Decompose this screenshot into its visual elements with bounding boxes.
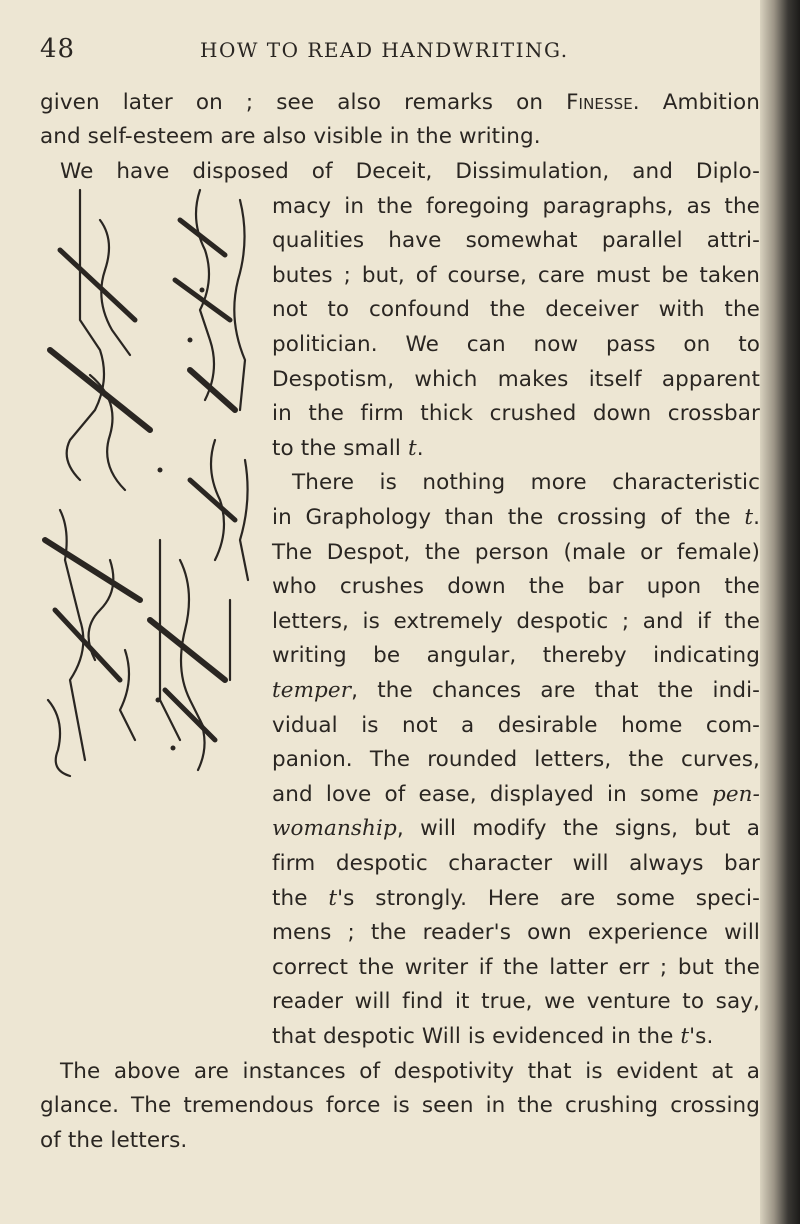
text-line: firm despotic character will always bar — [272, 851, 760, 876]
text-line: temper, the chances are that the indi- — [272, 678, 760, 703]
text-line: We have disposed of Deceit, Dissimulation, and Diplo- — [60, 159, 760, 184]
text-line: of the letters. — [40, 1128, 188, 1153]
text-line: that despotic Will is evidenced in the t's. — [272, 1024, 714, 1049]
text-line: butes ; but, of course, care must be taken — [272, 263, 760, 288]
specimen-2 — [150, 190, 248, 770]
text-line: vidual is not a desirable home com- — [272, 713, 760, 738]
text-line: The Despot, the person (male or female) — [272, 540, 760, 565]
page-header — [40, 34, 760, 74]
text-line: glance. The tremendous force is seen in the crushing crossing — [40, 1093, 760, 1118]
text-line: womanship, will modify the signs, but a — [272, 816, 760, 841]
text-line: panion. The rounded letters, the curves, — [272, 747, 760, 772]
text-line: in the firm thick crushed down crossbar — [272, 401, 760, 426]
text-line: politician. We can now pass on to — [272, 332, 760, 357]
text-line: the t's strongly. Here are some speci- — [272, 886, 760, 911]
text-line: and self-esteem are also visible in the writing. — [40, 124, 541, 149]
specimen-1 — [45, 190, 150, 776]
handwriting-specimens-illustration — [40, 180, 262, 780]
text-line: who crushes down the bar upon the — [272, 574, 760, 599]
text-line: qualities have somewhat parallel attri- — [272, 228, 760, 253]
text-line: to the small t. — [272, 436, 424, 461]
text-line: There is nothing more characteristic — [292, 470, 760, 495]
specimen-drawing — [40, 180, 262, 780]
text-line: and love of ease, displayed in some pen- — [272, 782, 760, 807]
text-line: reader will find it true, we venture to say, — [272, 989, 760, 1014]
text-line: letters, is extremely despotic ; and if the — [272, 609, 760, 634]
text-line: given later on ; see also remarks on Finesse. Ambition — [40, 90, 761, 115]
book-spine-edge — [760, 0, 800, 1224]
text-line: The above are instances of despotivity that is evident at a — [60, 1059, 760, 1084]
page-number: 48 — [40, 34, 76, 64]
text-line: in Graphology than the crossing of the t. — [272, 505, 760, 530]
text-line: macy in the foregoing paragraphs, as the — [272, 194, 760, 219]
text-line: correct the writer if the latter err ; but the — [272, 955, 760, 980]
text-line: not to confound the deceiver with the — [272, 297, 760, 322]
specimen-marks — [156, 288, 205, 751]
text-line: writing be angular, thereby indicating — [272, 643, 760, 668]
text-line: Despotism, which makes itself apparent — [272, 367, 760, 392]
running-title: HOW TO READ HANDWRITING. — [200, 38, 569, 62]
text-line: mens ; the reader's own experience will — [272, 920, 760, 945]
